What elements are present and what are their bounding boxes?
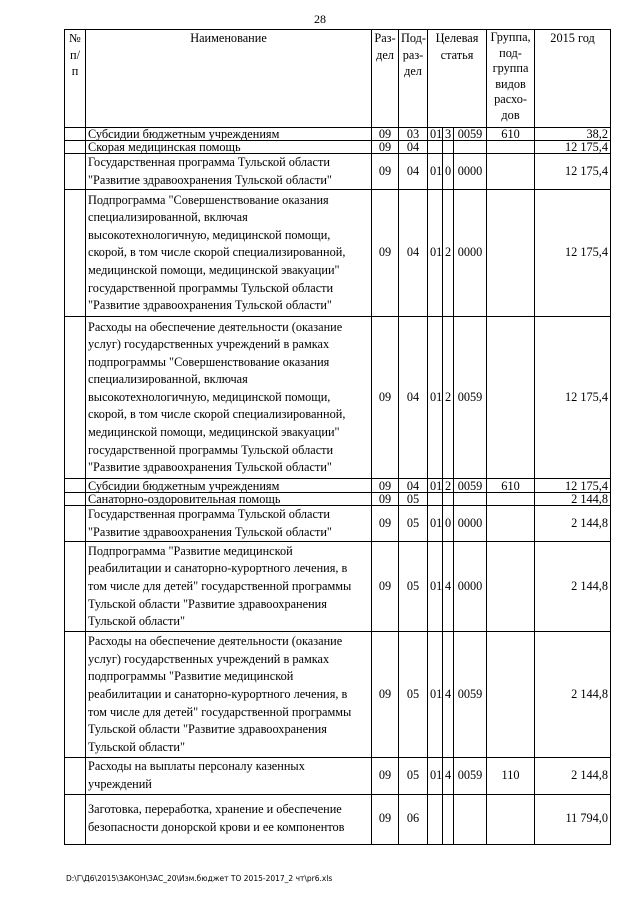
cell-cs-subprogram: 2 — [443, 479, 454, 493]
cell-sum-2015: 2 144,8 — [535, 493, 611, 506]
cell-cs-direction: 0059 — [454, 128, 487, 141]
cell-num — [65, 154, 86, 190]
cell-name: Государственная программа Тульской области "Развитие здравоохранения Тульской области" — [86, 154, 372, 190]
cell-cs-subprogram: 4 — [443, 758, 454, 794]
cell-vid-rashodov: 110 — [487, 758, 535, 794]
cell-cs-program: 01 — [428, 317, 443, 479]
cell-razdel: 09 — [372, 506, 399, 542]
cell-cs-subprogram: 0 — [443, 154, 454, 190]
cell-cs-subprogram: 0 — [443, 506, 454, 542]
cell-cs-program — [428, 493, 443, 506]
cell-podrazdel: 04 — [399, 479, 428, 493]
cell-sum-2015: 2 144,8 — [535, 542, 611, 632]
cell-cs-subprogram — [443, 493, 454, 506]
table-row — [65, 632, 611, 758]
cell-vid-rashodov — [487, 493, 535, 506]
cell-cs-subprogram: 2 — [443, 317, 454, 479]
cell-cs-program — [428, 141, 443, 154]
cell-razdel: 09 — [372, 632, 399, 758]
cell-cs-direction: 0059 — [454, 317, 487, 479]
cell-podrazdel: 06 — [399, 794, 428, 844]
cell-name: Скорая медицинская помощь — [86, 141, 372, 154]
table-header-row — [65, 30, 611, 128]
cell-num — [65, 317, 86, 479]
cell-sum-2015: 12 175,4 — [535, 154, 611, 190]
cell-cs-subprogram — [443, 794, 454, 844]
cell-razdel: 09 — [372, 190, 399, 317]
cell-num — [65, 794, 86, 844]
cell-cs-program: 01 — [428, 479, 443, 493]
cell-razdel: 09 — [372, 317, 399, 479]
cell-name: Подпрограмма "Совершенствование оказания специализированной, включая высокотехнологичную, медицинской помощи, скорой, в том числе скорой специализированной, медицинской помощи, медицинской эвакуации" государственной программы Тульской области "Развитие здравоохранения Тульской области" — [86, 190, 372, 317]
cell-num — [65, 128, 86, 141]
cell-cs-direction — [454, 493, 487, 506]
cell-vid-rashodov — [487, 506, 535, 542]
cell-name: Расходы на обеспечение деятельности (оказание услуг) государственных учреждений в рамках подпрограммы "Совершенствование оказания специализированной, включая высокотехнологичную, медицинской помощи, скорой, в том числе скорой специализированной, медицинской помощи, медицинской эвакуации" государственной программы Тульской области "Развитие здравоохранения Тульской области" — [86, 317, 372, 479]
cell-cs-program: 01 — [428, 128, 443, 141]
cell-cs-direction: 0000 — [454, 542, 487, 632]
cell-vid-rashodov: 610 — [487, 128, 535, 141]
cell-sum-2015: 12 175,4 — [535, 190, 611, 317]
table-row — [65, 758, 611, 794]
cell-sum-2015: 38,2 — [535, 128, 611, 141]
cell-cs-direction: 0000 — [454, 154, 487, 190]
cell-podrazdel: 03 — [399, 128, 428, 141]
cell-razdel: 09 — [372, 758, 399, 794]
cell-cs-direction — [454, 794, 487, 844]
cell-num — [65, 493, 86, 506]
cell-sum-2015: 12 175,4 — [535, 317, 611, 479]
page-number: 28 — [314, 12, 326, 26]
table-row — [65, 190, 611, 317]
cell-podrazdel: 04 — [399, 317, 428, 479]
cell-num — [65, 506, 86, 542]
cell-podrazdel: 04 — [399, 154, 428, 190]
cell-num — [65, 758, 86, 794]
header-name: Наименование — [86, 30, 372, 128]
cell-cs-subprogram: 4 — [443, 542, 454, 632]
cell-num — [65, 632, 86, 758]
cell-sum-2015: 2 144,8 — [535, 506, 611, 542]
cell-cs-program: 01 — [428, 758, 443, 794]
table-row — [65, 479, 611, 493]
cell-vid-rashodov — [487, 632, 535, 758]
cell-podrazdel: 05 — [399, 506, 428, 542]
file-path-footer: D:\Г\Д6\2015\ЗАКОН\ЗАС_20\Изм.бюджет ТО 2015-2017_2 чт\pr6.xls — [66, 874, 333, 883]
cell-name: Подпрограмма "Развитие медицинской реабилитации и санаторно-курортного лечения, в том числе для детей" государственной программы Тульской области "Развитие здравоохранения Тульской области" — [86, 542, 372, 632]
cell-vid-rashodov — [487, 154, 535, 190]
cell-sum-2015: 12 175,4 — [535, 479, 611, 493]
budget-table — [64, 29, 611, 845]
cell-cs-program: 01 — [428, 542, 443, 632]
cell-razdel: 09 — [372, 154, 399, 190]
cell-vid-rashodov — [487, 190, 535, 317]
table-row — [65, 317, 611, 479]
cell-podrazdel: 04 — [399, 190, 428, 317]
cell-name: Заготовка, переработка, хранение и обеспечение безопасности донорской крови и ее компонентов — [86, 794, 372, 844]
cell-name: Субсидии бюджетным учреждениям — [86, 128, 372, 141]
cell-razdel: 09 — [372, 493, 399, 506]
cell-sum-2015: 12 175,4 — [535, 141, 611, 154]
cell-name: Расходы на выплаты персоналу казенных учреждений — [86, 758, 372, 794]
table-row — [65, 154, 611, 190]
cell-sum-2015: 2 144,8 — [535, 758, 611, 794]
cell-cs-program: 01 — [428, 154, 443, 190]
cell-cs-program: 01 — [428, 632, 443, 758]
table-row — [65, 493, 611, 506]
header-year: 2015 год — [535, 30, 611, 128]
header-celevaya: Целевая статья — [428, 30, 487, 128]
cell-cs-direction: 0000 — [454, 190, 487, 317]
table-row — [65, 506, 611, 542]
cell-sum-2015: 11 794,0 — [535, 794, 611, 844]
cell-cs-subprogram: 2 — [443, 190, 454, 317]
cell-name: Субсидии бюджетным учреждениям — [86, 479, 372, 493]
cell-cs-program — [428, 794, 443, 844]
cell-name: Расходы на обеспечение деятельности (оказание услуг) государственных учреждений в рамках подпрограммы "Развитие медицинской реабилитации и санаторно-курортного лечения, в том числе для детей" государственной программы Тульской области "Развитие здравоохранения Тульской области" — [86, 632, 372, 758]
cell-num — [65, 190, 86, 317]
header-razdel: Раз- дел — [372, 30, 399, 128]
cell-name: Санаторно-оздоровительная помощь — [86, 493, 372, 506]
cell-cs-subprogram: 3 — [443, 128, 454, 141]
cell-cs-subprogram — [443, 141, 454, 154]
cell-podrazdel: 05 — [399, 632, 428, 758]
cell-vid-rashodov: 610 — [487, 479, 535, 493]
cell-cs-subprogram: 4 — [443, 632, 454, 758]
table-row — [65, 141, 611, 154]
cell-num — [65, 141, 86, 154]
header-num: № п/п — [65, 30, 86, 128]
cell-num — [65, 479, 86, 493]
cell-vid-rashodov — [487, 794, 535, 844]
cell-num — [65, 542, 86, 632]
table-row — [65, 128, 611, 141]
cell-cs-direction: 0000 — [454, 506, 487, 542]
cell-cs-program: 01 — [428, 506, 443, 542]
cell-razdel: 09 — [372, 479, 399, 493]
table-row — [65, 542, 611, 632]
cell-vid-rashodov — [487, 141, 535, 154]
table-body — [65, 128, 611, 845]
cell-cs-direction — [454, 141, 487, 154]
cell-name: Государственная программа Тульской области "Развитие здравоохранения Тульской области" — [86, 506, 372, 542]
cell-cs-direction: 0059 — [454, 479, 487, 493]
cell-sum-2015: 2 144,8 — [535, 632, 611, 758]
cell-cs-direction: 0059 — [454, 758, 487, 794]
cell-vid-rashodov — [487, 317, 535, 479]
cell-razdel: 09 — [372, 542, 399, 632]
cell-cs-direction: 0059 — [454, 632, 487, 758]
cell-razdel: 09 — [372, 141, 399, 154]
cell-razdel: 09 — [372, 794, 399, 844]
cell-podrazdel: 05 — [399, 758, 428, 794]
cell-podrazdel: 04 — [399, 141, 428, 154]
cell-podrazdel: 05 — [399, 542, 428, 632]
header-gruppa: Группа, под- группа видов расхо- дов — [487, 30, 535, 128]
header-podrazdel: Под- раз- дел — [399, 30, 428, 128]
table-row — [65, 794, 611, 844]
cell-vid-rashodov — [487, 542, 535, 632]
cell-cs-program: 01 — [428, 190, 443, 317]
cell-podrazdel: 05 — [399, 493, 428, 506]
cell-razdel: 09 — [372, 128, 399, 141]
